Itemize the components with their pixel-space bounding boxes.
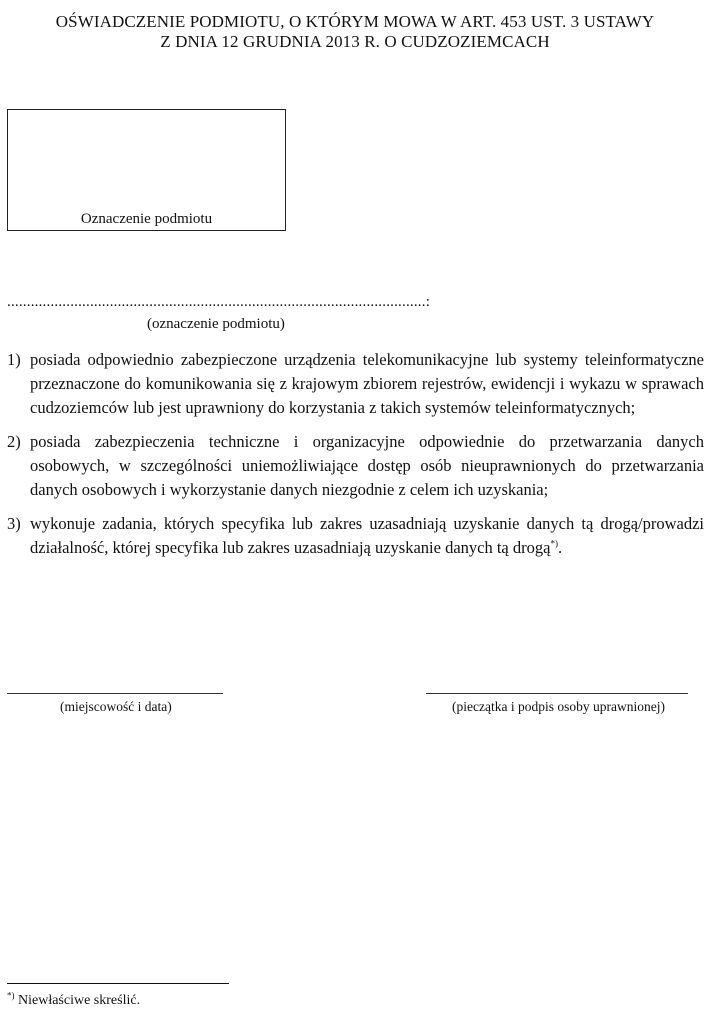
list-item [7,348,704,420]
stamp-signature-line [426,693,688,694]
footnote-mark: *) [7,990,15,1001]
list-item-number: 1) [7,350,21,369]
footnote-reference: *) [550,538,558,549]
list-item-text: wykonuje zadania, których specyfika lub zakres uzasadniają uzyskanie danych tą drogą/prowadzi działalność, której specyfika lub zakres uzasadniają uzyskanie danych tą drogą [30,514,704,557]
list-item [7,512,704,560]
list-item-end: . [557,538,563,557]
list-item-number: 2) [7,432,21,451]
footnote [7,990,141,1009]
document-title-line-2: Z DNIA 12 GRUDNIA 2013 R. O CUDZOZIEMCACH [160,32,550,51]
entity-name-caption: (oznaczenie podmiotu) [147,316,285,332]
list-item [7,430,704,502]
place-date-signature-line [7,693,223,694]
footnote-separator [7,983,229,984]
document-title-line-1: OŚWIADCZENIE PODMIOTU, O KTÓRYM MOWA W ART. 453 UST. 3 USTAWY [55,12,655,31]
list-item-text: posiada zabezpieczenia techniczne i organizacyjne odpowiednie do przetwarzania danych osobowych, w szczególności uniemożliwiające dostęp osób nieuprawnionych do przetwarzania danych osobowych i wykorzystanie danych niezgodnie z celem ich uzyskania; [30,432,704,499]
list-item-text: posiada odpowiednio zabezpieczone urządzenia telekomunikacyjne lub systemy teleinformatyczne przeznaczone do komunikowania się z krajowym zbiorem rejestrów, ewidencji i wykazu w sprawach cudzoziemców lub jest uprawniony do korzystania z takich systemów teleinformatycznych; [30,350,704,417]
stamp-signature-caption: (pieczątka i podpis osoby uprawnionej) [452,699,665,714]
entity-name-dotted-line: ..........................................................................................................: [7,294,431,310]
place-date-caption: (miejscowość i data) [60,699,172,714]
stamp-box-label: Oznaczenie podmiotu [80,211,213,227]
entity-stamp-box [7,109,286,231]
list-item-number: 3) [7,514,21,533]
list-item-text-wrapper [30,512,704,560]
declaration-list [7,348,704,570]
footnote-text: Niewłaściwe skreślić. [14,993,141,1008]
